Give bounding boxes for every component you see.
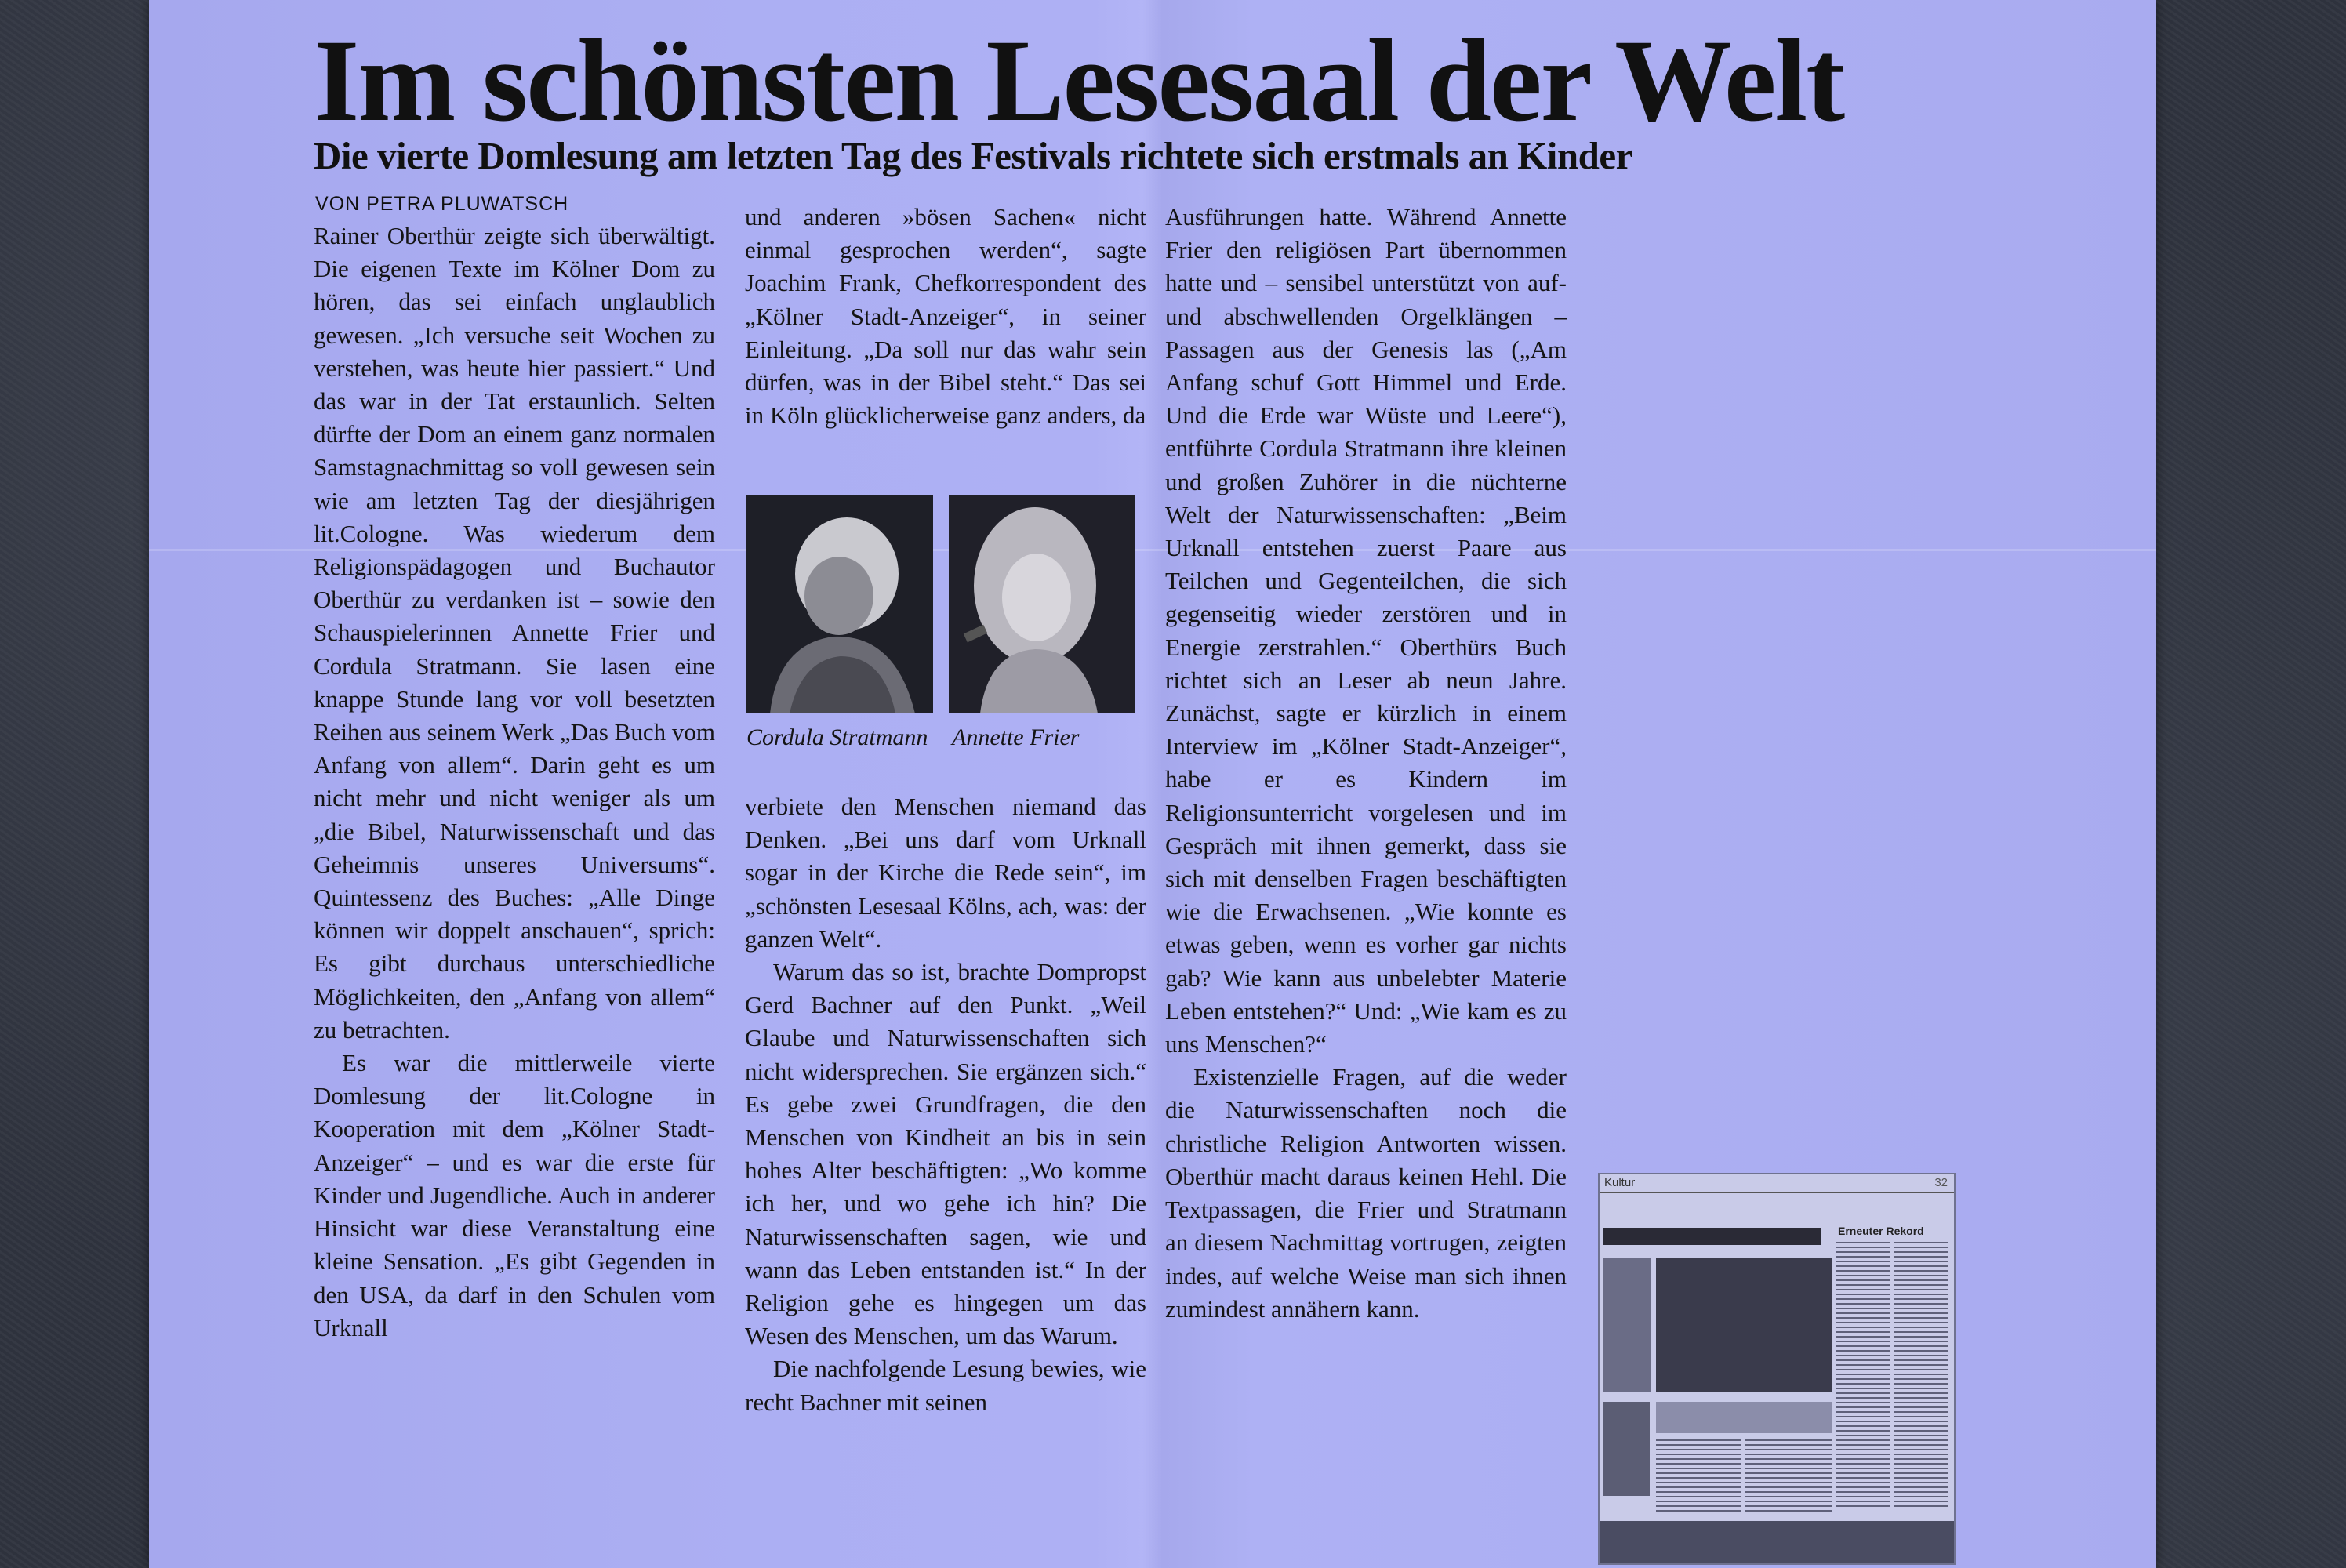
thumbnail-headline-bar bbox=[1603, 1228, 1821, 1245]
thumbnail-rule bbox=[1600, 1192, 1954, 1193]
photo-annette-frier bbox=[949, 495, 1135, 713]
thumbnail-page-number: 32 bbox=[1934, 1176, 1948, 1189]
thumbnail-small-image bbox=[1603, 1402, 1650, 1496]
article-column-1 bbox=[314, 220, 715, 1345]
article-headline: Im schönsten Lesesaal der Welt bbox=[314, 16, 1844, 146]
paragraph: Existenzielle Fragen, auf die weder die Naturwissenschaften noch die christliche Religion Antworten wissen. Oberthür macht daraus keinen Hehl. Die Textpassagen, die Frier und Stratmann an diesem Nachmittag vortrugen, zeigten indes, auf welche Weise man sich ihnen zumindest annähern kann. bbox=[1165, 1063, 1567, 1323]
thumbnail-text-column bbox=[1894, 1242, 1948, 1508]
photo-cordula-stratmann bbox=[746, 495, 933, 713]
article-column-3 bbox=[1165, 201, 1567, 1326]
portrait-photo-icon bbox=[949, 495, 1135, 713]
thumbnail-side-image bbox=[1603, 1258, 1651, 1392]
paragraph: und anderen »bösen Sachen« nicht einmal gesprochen werden“, sagte Joachim Frank, Chefkorrespondent des „Kölner Stadt-Anzeiger“, in seiner Einleitung. „Da soll nur das wahr sein dürfen, was in der Bibel steht.“ Das sei in Köln glücklicherweise ganz anders, da bbox=[745, 203, 1146, 430]
paragraph: Es war die mittlerweile vierte Domlesung der lit.Cologne in Kooperation mit dem „Kölner Stadt-Anzeiger“ – und es war die erste für Kinder und Jugendliche. Auch in anderer Hinsicht war diese Veranstaltung eine kleine Sensation. „Es gibt Gegenden in den USA, da darf in den Schulen vom Urknall bbox=[314, 1049, 715, 1341]
thumbnail-text-column bbox=[1836, 1242, 1890, 1508]
thumbnail-advertisement bbox=[1600, 1521, 1954, 1563]
paragraph: verbiete den Menschen niemand das Denken. „Bei uns darf vom Urknall sogar in der Kirche die Rede sein“, im „schönsten Lesesaal Kölns, ach, was: der ganzen Welt“. bbox=[745, 793, 1146, 953]
portrait-photo-icon bbox=[746, 495, 933, 713]
article-column-2-bottom bbox=[745, 790, 1146, 1419]
paragraph: Warum das so ist, brachte Dompropst Gerd Bachner auf den Punkt. „Weil Glaube und Naturwissenschaften sich nicht widersprechen. Sie ergänzen sich.“ Es gebe zwei Grundfragen, die den Menschen von Kindheit an bis in sein hohes Alter beschäftigten: „Wo komme ich her, und wo gehe ich hin? Die Naturwissenschaften sagen, wie und wann das Leben entstanden ist.“ In der Religion gehe es hingegen um das Wesen des Menschen, um das Warum. bbox=[745, 958, 1146, 1350]
thumbnail-text-column bbox=[1656, 1439, 1741, 1515]
article-byline: VON PETRA PLUWATSCH bbox=[315, 193, 569, 215]
article-subheadline: Die vierte Domlesung am letzten Tag des Festivals richtete sich erstmals an Kinder bbox=[314, 134, 1632, 177]
paragraph: Ausführungen hatte. Während Annette Frier den religiösen Part übernommen hatte und – sensibel unterstützt von auf- und abschwellenden Orgelklängen – Passagen aus der Genesis las („Am Anfang schuf Gott Himmel und Erde. Und die Erde war Wüste und Leere“), entführte Cordula Stratmann ihre kleinen und großen Zuhörer in die nüchterne Welt der Naturwissenschaften: „Beim Urknall entstehen zuerst Paare aus Teilchen und Gegenteilchen, die sich gegenseitig wieder zerstören und in Energie zerstrahlen.“ Oberthürs Buch richtet sich an Leser ab neun Jahre. Zunächst, sagte er kürzlich in einem Interview im „Kölner Stadt-Anzeiger“, habe er es Kindern im Religionsunterricht vorgelesen und im Gespräch mit ihnen gemerkt, dass sie sich mit denselben Fragen beschäftigten wie die Erwachsenen. „Wie konnte es etwas geben, wenn es vorher gar nichts gab? Wie kann aus unbelebter Materie Leben entstehen?“ Und: „Wie kam es zu uns Menschen?“ bbox=[1165, 203, 1567, 1058]
thumbnail-section-label: Kultur bbox=[1604, 1176, 1636, 1189]
photo-caption-1: Cordula Stratmann bbox=[746, 724, 928, 750]
thumbnail-text-column bbox=[1745, 1439, 1832, 1515]
thumbnail-side-title: Erneuter Rekord bbox=[1838, 1225, 1924, 1237]
photo-caption-2: Annette Frier bbox=[952, 724, 1080, 750]
thumbnail-main-photo bbox=[1656, 1258, 1832, 1392]
thumbnail-small-image bbox=[1656, 1402, 1832, 1433]
page-thumbnail bbox=[1598, 1173, 1956, 1565]
article-column-2-top bbox=[745, 201, 1146, 432]
paragraph: Die nachfolgende Lesung bewies, wie recht Bachner mit seinen bbox=[745, 1355, 1146, 1416]
paragraph: Rainer Oberthür zeigte sich überwältigt. Die eigenen Texte im Kölner Dom zu hören, das sei einfach unglaublich gewesen. „Ich versuche seit Wochen zu verstehen, was heute hier passiert.“ Und das war in der Tat erstaunlich. Selten dürfte der Dom an einem ganz normalen Samstagnachmittag so voll gewesen sein wie am letzten Tag der diesjährigen lit.Cologne. Was wiederum dem Religionspädagogen und Buchautor Oberthür zu verdanken ist – sowie den Schauspielerinnen Annette Frier und Cordula Stratmann. Sie lasen eine knappe Stunde lang vor voll besetzten Reihen aus seinem Werk „Das Buch vom Anfang von allem“. Darin geht es um nicht mehr und nicht weniger als um „die Bibel, Naturwissenschaft und das Geheimnis unseres Universums“. Quintessenz des Buches: „Alle Dinge können wir doppelt anschauen“, sprich: Es gibt durchaus unterschiedliche Möglichkeiten, den „Anfang von allem“ zu betrachten. bbox=[314, 222, 715, 1044]
